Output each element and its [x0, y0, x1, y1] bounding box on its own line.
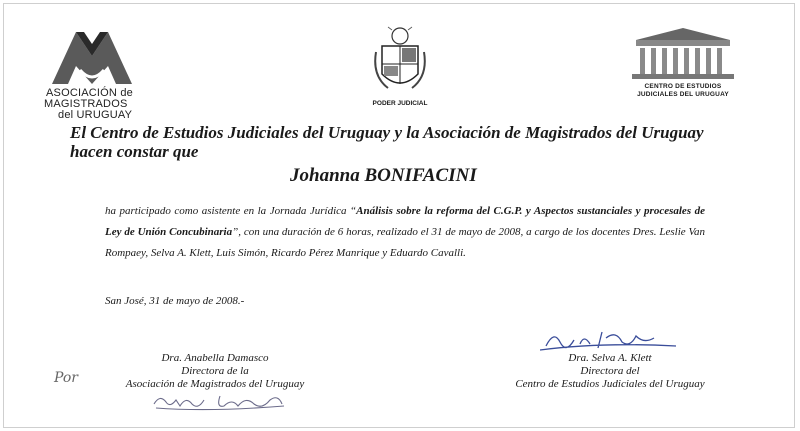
- certificate-body: [105, 201, 705, 264]
- body-text-part1: ha participado como asistente en la Jornada Jurídica “: [105, 205, 357, 217]
- damasco-signature-scribble: [150, 388, 290, 414]
- centro-estudios-logo: [618, 28, 748, 108]
- body-text-part2: ”, con una duración de 6 horas, realizado el 31 de mayo de 2008, a cargo de los docentes Dres. Leslie Van Rompaey, Selva A. Klett, Luis Simón, Ricardo Pérez Manrique y Eduardo Cavalli.: [105, 226, 705, 259]
- logo-left-line3: del URUGUAY: [58, 109, 133, 121]
- handwritten-por: Por: [54, 370, 78, 386]
- signatory-left-role: Directora de la: [181, 365, 249, 377]
- courthouse-building-icon: [632, 28, 734, 80]
- asociacion-magistrados-logo: [40, 26, 150, 122]
- signature-block-left: [100, 352, 330, 391]
- signature-block-right: [470, 352, 750, 391]
- signatory-right-role: Directora del: [580, 365, 640, 377]
- jornada-title: Análisis sobre la reforma del C.G.P. y Aspectos sustanciales y procesales de Ley de Unión Concubinaria: [105, 205, 705, 238]
- place-and-date: San José, 31 de mayo de 2008.-: [105, 295, 245, 307]
- certificate-heading: El Centro de Estudios Judiciales del Uruguay y la Asociación de Magistrados del Uruguay hacen constar que: [70, 123, 704, 161]
- poder-judicial-logo: [360, 26, 440, 116]
- recipient-name: Johanna BONIFACINI: [290, 165, 477, 186]
- poder-judicial-caption: PODER JUDICIAL: [372, 100, 428, 107]
- klett-signature-scribble: [540, 326, 680, 354]
- signatory-left-org: Asociación de Magistrados del Uruguay: [125, 378, 305, 390]
- logo-left-line1: ASOCIACIÓN de: [46, 87, 133, 99]
- logo-left-line2: MAGISTRADOS: [44, 98, 128, 110]
- logo-right-caption2: JUDICIALES DEL URUGUAY: [637, 91, 729, 98]
- signatory-left-name: Dra. Anabella Damasco: [161, 352, 269, 364]
- signatory-right-name: Dra. Selva A. Klett: [568, 352, 652, 364]
- coat-of-arms-icon: [374, 26, 426, 98]
- signatory-right-org: Centro de Estudios Judiciales del Uruguay: [515, 378, 705, 390]
- magistrados-emblem-icon: [52, 26, 132, 88]
- logo-right-caption1: CENTRO DE ESTUDIOS: [644, 83, 722, 90]
